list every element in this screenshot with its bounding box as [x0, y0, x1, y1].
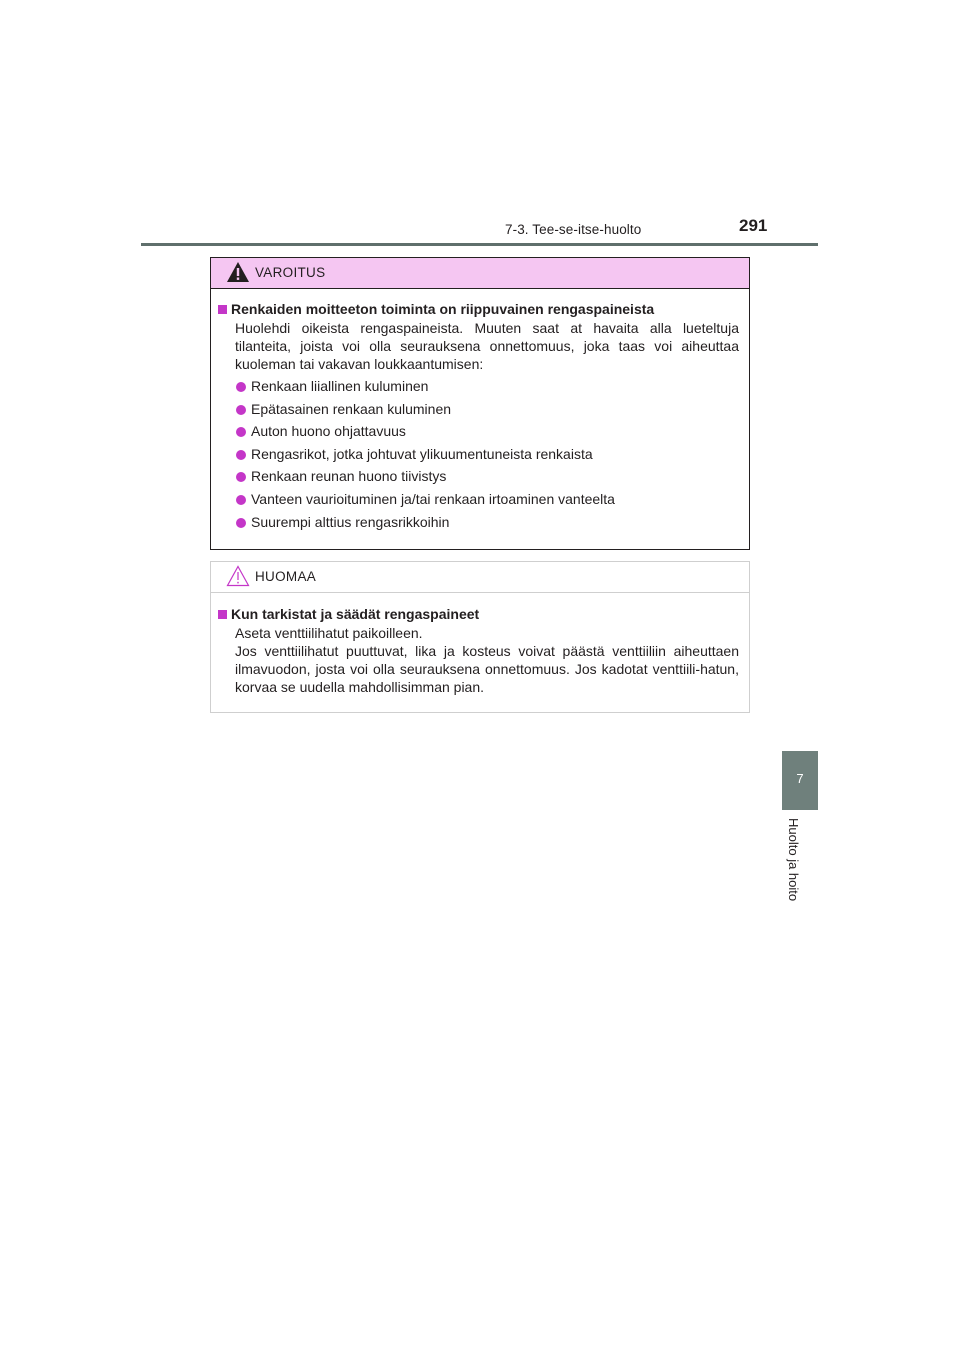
- round-bullet-icon: [236, 495, 246, 505]
- list-item: [236, 400, 739, 418]
- warning-box-header: [211, 258, 749, 289]
- warning-box: [210, 257, 750, 550]
- notice-box: [210, 561, 750, 713]
- warning-item-title-text: Renkaiden moitteeton toiminta on riippuvainen rengaspaineista: [231, 301, 655, 317]
- warning-bullet-list: [236, 377, 739, 531]
- list-item-text: Suurempi alttius rengasrikkoihin: [251, 513, 450, 530]
- notice-box-body: [211, 606, 749, 696]
- round-bullet-icon: [236, 518, 246, 528]
- notice-item-title: [218, 606, 739, 622]
- list-item-text: Auton huono ohjattavuus: [251, 423, 406, 440]
- header-rule: [141, 243, 818, 246]
- round-bullet-icon: [236, 427, 246, 437]
- header-section-title: 7-3. Tee-se-itse-huolto: [505, 222, 642, 237]
- warning-item-title: [218, 301, 739, 317]
- notice-box-header: [211, 562, 749, 593]
- list-item: [236, 445, 739, 463]
- list-item: [236, 513, 739, 531]
- list-item-text: Renkaan liiallinen kuluminen: [251, 378, 429, 394]
- list-item: [236, 467, 739, 485]
- page-number: 291: [739, 216, 768, 235]
- list-item: [236, 490, 739, 508]
- round-bullet-icon: [236, 450, 246, 460]
- warning-paragraph: Huolehdi oikeista rengaspaineista. Muuten saat at havaita alla lueteltuja tilanteita, joista voi olla seurauksena onnettomuus, joka taas voi aiheuttaa kuoleman tai vakavan loukkaantumisen:: [235, 320, 739, 372]
- square-bullet-icon: [218, 305, 227, 314]
- list-item-text: Vanteen vaurioituminen ja/tai renkaan irtoaminen vanteelta: [251, 490, 615, 507]
- warning-box-body: [211, 301, 749, 531]
- notice-first-line: Aseta venttiilihatut paikoilleen.: [235, 625, 423, 641]
- list-item: [236, 422, 739, 440]
- warning-label: VAROITUS: [255, 265, 326, 280]
- list-item: [236, 377, 739, 395]
- notice-item-title-text: Kun tarkistat ja säädät rengaspaineet: [231, 606, 480, 622]
- notice-label: HUOMAA: [255, 569, 317, 584]
- caution-triangle-outline-icon: [226, 565, 250, 592]
- list-item-text: Epätasainen renkaan kuluminen: [251, 400, 452, 417]
- round-bullet-icon: [236, 472, 246, 482]
- list-item-text: Rengasrikot, jotka johtuvat ylikuumentuneista renkaista: [251, 445, 593, 462]
- round-bullet-icon: [236, 382, 246, 392]
- square-bullet-icon: [218, 610, 227, 619]
- warning-triangle-icon: [226, 261, 250, 288]
- notice-paragraph: Jos venttiilihatut puuttuvat, lika ja kosteus voivat päästä venttiiliin aiheuttaen ilmavuodon, josta voi olla seurauksena onnettomuus. Jos kadotat venttiili-hatun, korvaa se uudella mahdollisimman pian.: [235, 643, 739, 695]
- list-item-text: Renkaan reunan huono tiivistys: [251, 468, 447, 485]
- chapter-number: 7: [796, 771, 804, 786]
- chapter-side-title: Huolto ja hoito: [786, 818, 801, 902]
- round-bullet-icon: [236, 405, 246, 415]
- chapter-tab: [782, 751, 818, 810]
